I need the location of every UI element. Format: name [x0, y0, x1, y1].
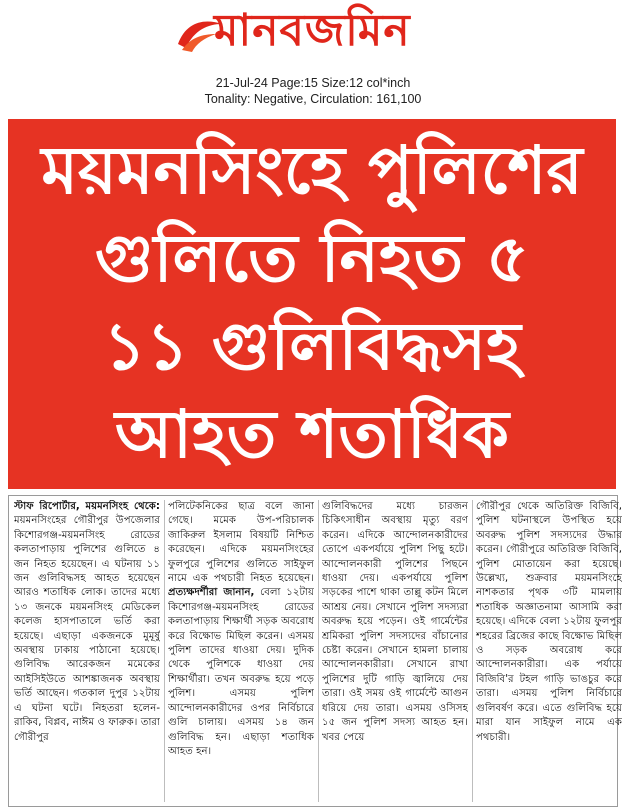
column-divider: [472, 500, 473, 802]
clip-tonality-line: Tonality: Negative, Circulation: 161,100: [204, 92, 422, 106]
column-4-text: গৌরীপুর থেকে অতিরিক্ত বিজিবি, পুলিশ ঘটনাস্থলে উপস্থিত হয়ে অবরুদ্ধ পুলিশ সদস্যদের উদ্ধার করেন। গৌরীপুরে অতিরিক্ত বিজিবি, পুলিশ মোতায়েন করা হয়েছে। উল্লেখ্য, শুক্রবার ময়মনসিংহে নাশকতার পৃথক ৩টি মামলায় শতাধিক অজ্ঞাতনামা আসামি করা হয়েছে। এদিকে বেলা ১২টায় ফুলপুর শহরের ব্রিজের কাছে বিক্ষোভ মিছিল ও সড়ক অবরোধ করে আন্দোলনকারীরা। এক পর্যায়ে বিজিবি'র টহল গাড়ি ভাঙচুর করে তারা। এসময় পুলিশ নির্বিচারে গুলিবর্ষণ করে। এতে গুলিবিদ্ধ হয়ে মারা যান সাইফুল নামে এক পথচারী।: [476, 501, 622, 743]
column-divider: [164, 500, 165, 802]
clip-meta-line: 21-Jul-24 Page:15 Size:12 col*inch: [215, 76, 411, 90]
headline-line-3: ১১ গুলিবিদ্ধসহ: [103, 308, 521, 385]
headline-line-1: ময়মনসিংহে পুলিশের: [41, 132, 583, 209]
column-2-text: পলিটেকনিকের ছাত্র বলে জানা গেছে। মমেক উপ-পরিচালক জাকিরুল ইসলাম বিষয়টি নিশ্চিত করেছেন। এদিকে ময়মনসিংহের ফুলপুরে পুলিশের গুলিতে সাইফুল নামে এক পথচারী নিহত হয়েছেন। প্রত্যক্ষদর্শীরা জানান, বেলা ১২টায় কিশোরগঞ্জ-ময়মনসিংহ রোডের কলতাপাড়ায় শিক্ষার্থী সড়ক অবরোধ করে বিক্ষোভ মিছিল করেন। এসময় পুলিশ তাদের ধাওয়া দেয়। দুদিক থেকে পুলিশকে ধাওয়া দেয় শিক্ষার্থীরা। তখন অবরুদ্ধ হয়ে পড়ে পুলিশ। এসময় পুলিশ আন্দোলনকারীদের ওপর নির্বিচারে গুলি চালায়। এসময় ১৪ জন গুলিবিদ্ধ হন। এছাড়া শতাধিক আহত হন।: [168, 501, 314, 757]
article-column-1: [14, 500, 160, 804]
byline: স্টাফ রিপোর্টার, ময়মনসিংহ থেকে:: [14, 501, 160, 512]
newspaper-logo: মানবজমিন: [214, 5, 411, 56]
column-divider: [318, 500, 319, 802]
article-column-3: [322, 500, 468, 804]
column-2-bold-lead: প্রত্যক্ষদর্শীরা জানান,: [168, 587, 255, 599]
headline-banner: [8, 119, 616, 489]
headline-line-4: আহত শতাধিক: [115, 396, 509, 473]
article-body: [8, 495, 622, 807]
column-3-text: গুলিবিদ্ধদের মধ্যে চারজন চিকিৎসাধীন অবস্থায় মৃত্যু বরণ করেন। এদিকে আন্দোলনকারীদের তোপে একপর্যায়ে পুলিশ পিছু হটে। আন্দোলনকারী পুলিশের পিছনে ধাওয়া দেয়। একপর্যায়ে পুলিশ সড়কের পাশে থাকা তাল্লু কটন মিলে আশ্রয় নেয়। সেখানে পুলিশ সদস্যরা অবরুদ্ধ হয়ে পড়েন। ওই গার্মেন্টের শ্রমিকরা পুলিশ সদস্যদের বাঁচানোর চেষ্টা করেন। সেখানে হামলা চালায় আন্দোলনকারীরা। সেখানে রাখা পুলিশের দুটি গাড়ি জ্বালিয়ে দেয় তারা। ওই সময় ওই গার্মেন্টে আগুন ধরিয়ে দেয় তারা। এসময় ওসিসহ ১৫ জন পুলিশ সদস্য আহত হন। খবর পেয়ে: [322, 501, 468, 743]
article-column-2: [168, 500, 314, 804]
masthead: [0, 0, 626, 62]
column-1-text: ময়মনসিংহের গৌরীপুর উপজেলার কিশোরগঞ্জ-ময়মনসিংহ রোডের কলতাপাড়ায় পুলিশের গুলিতে ৪ জন নিহত হয়েছেন। এ ঘটনায় ১১ জন গুলিবিদ্ধসহ আহত হয়েছেন আরও শতাধিক লোক। তাদের মধ্যে ১৩ জনকে ময়মনসিংহ মেডিকেল কলেজ হাসপাতালে ভর্তি করা হয়েছে। এছাড়া একজনকে মুমূর্ষু অবস্থায় ঢাকায় পাঠানো হয়েছে। গুলিবিদ্ধ আরেকজন মমেকের আইসিইউতে আশঙ্কাজনক অবস্থায় ভর্তি আছেন। গতকাল দুপুর ১২টায় এ ঘটনা ঘটে। নিহতরা হলেন- রাকিব, বিপ্লব, নাঈম ও ফারুক। তারা গৌরীপুর: [14, 515, 160, 743]
article-column-4: [476, 500, 622, 804]
headline-line-2: গুলিতে নিহত ৫: [95, 220, 529, 297]
